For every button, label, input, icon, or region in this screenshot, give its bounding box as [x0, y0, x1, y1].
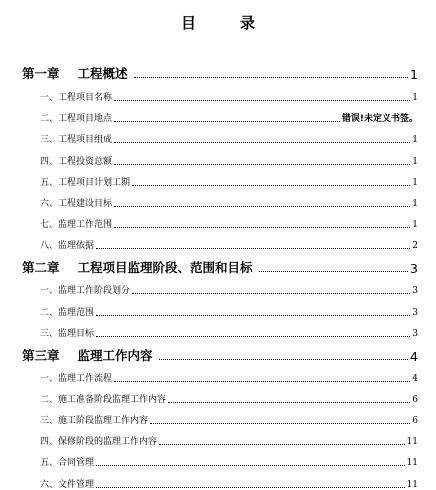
toc-section-entry[interactable]: [40, 132, 418, 145]
entry-title: 二、监理范围: [40, 308, 95, 318]
page-number: 1: [412, 199, 418, 209]
bookmark-error-text: 错误!未定义书签。: [341, 114, 418, 124]
dot-leader: [96, 336, 410, 337]
page-number: 11: [406, 480, 418, 490]
page-number: 6: [412, 395, 418, 405]
toc-section-entry[interactable]: [40, 196, 418, 209]
entry-title: 一、工程项目名称: [40, 93, 113, 103]
dot-leader: [150, 423, 410, 424]
dot-leader: [114, 100, 410, 101]
entry-title: 一、监理工作流程: [40, 374, 113, 384]
chapter-number: 第二章: [22, 260, 60, 275]
toc-section-entry[interactable]: [40, 305, 418, 318]
entry-title: 一、监理工作阶段划分: [40, 286, 131, 296]
dot-leader: [96, 465, 405, 466]
toc-section-entry[interactable]: [40, 154, 418, 167]
dot-leader: [114, 206, 410, 207]
entry-title: 六、工程建设目标: [40, 199, 113, 209]
dot-leader: [114, 142, 410, 143]
entry-title: 七、监理工作范围: [40, 220, 113, 230]
dot-leader: [96, 487, 405, 488]
dot-leader: [168, 402, 410, 403]
page-number: 6: [412, 416, 418, 426]
page-number: 3: [412, 286, 418, 296]
entry-title: 工程项目监理阶段、范围和目标: [77, 260, 253, 275]
page-number: 1: [412, 135, 418, 145]
entry-title: 三、监理目标: [40, 329, 95, 339]
toc-section-entry[interactable]: [40, 238, 418, 251]
toc-title: 目录: [180, 14, 299, 32]
dot-leader: [134, 77, 409, 78]
page-number: 3: [412, 308, 418, 318]
toc-chapter-entry[interactable]: [22, 258, 418, 276]
toc-section-entry[interactable]: [40, 413, 418, 426]
toc-chapter-entry[interactable]: [22, 64, 418, 82]
dot-leader: [132, 293, 410, 294]
entry-title: 监理工作内容: [77, 348, 153, 363]
dot-leader: [259, 271, 409, 272]
page-number: 3: [410, 261, 418, 276]
entry-title: 二、施工准备阶段监理工作内容: [40, 395, 167, 405]
dot-leader: [114, 164, 410, 165]
toc-section-entry[interactable]: [40, 283, 418, 296]
toc-section-entry[interactable]: [40, 175, 418, 188]
toc-section-entry[interactable]: [40, 371, 418, 384]
toc-section-entry[interactable]: [40, 90, 418, 103]
dot-leader: [159, 359, 409, 360]
page-number: 4: [412, 374, 418, 384]
entry-title: 二、工程项目地点: [40, 114, 113, 124]
page-number: 1: [412, 178, 418, 188]
entry-title: 五、合同管理: [40, 458, 95, 468]
page-number: 1: [412, 220, 418, 230]
page-number: 1: [410, 67, 418, 82]
entry-title: 三、施工阶段监理工作内容: [40, 416, 149, 426]
page-number: 11: [406, 437, 418, 447]
toc-section-entry[interactable]: [40, 111, 418, 124]
entry-title: 四、保修阶段的监理工作内容: [40, 437, 158, 447]
toc-chapter-entry[interactable]: [22, 346, 418, 364]
toc-section-entry[interactable]: [40, 434, 418, 447]
page-number: 1: [412, 157, 418, 167]
page-number: 11: [406, 458, 418, 468]
dot-leader: [96, 315, 410, 316]
toc-section-entry[interactable]: [40, 455, 418, 468]
entry-title: 五、工程项目计划工期: [40, 178, 131, 188]
dot-leader: [96, 248, 410, 249]
entry-title: 三、工程项目组成: [40, 135, 113, 145]
page-number: 4: [410, 349, 418, 364]
page-number: 2: [412, 241, 418, 251]
dot-leader: [132, 185, 410, 186]
toc-section-entry[interactable]: [40, 217, 418, 230]
toc-section-entry[interactable]: [40, 392, 418, 405]
dot-leader: [114, 227, 410, 228]
page-number: 1: [412, 93, 418, 103]
toc-section-entry[interactable]: [40, 477, 418, 490]
chapter-number: 第三章: [22, 348, 60, 363]
entry-title: 六、文件管理: [40, 480, 95, 490]
toc-section-entry[interactable]: [40, 326, 418, 339]
entry-title: 工程概述: [77, 66, 128, 81]
dot-leader: [114, 121, 340, 122]
chapter-number: 第一章: [22, 66, 60, 81]
dot-leader: [159, 444, 405, 445]
dot-leader: [114, 381, 410, 382]
entry-title: 四、工程投资总额: [40, 157, 113, 167]
entry-title: 八、监理依据: [40, 241, 95, 251]
page-number: 3: [412, 329, 418, 339]
